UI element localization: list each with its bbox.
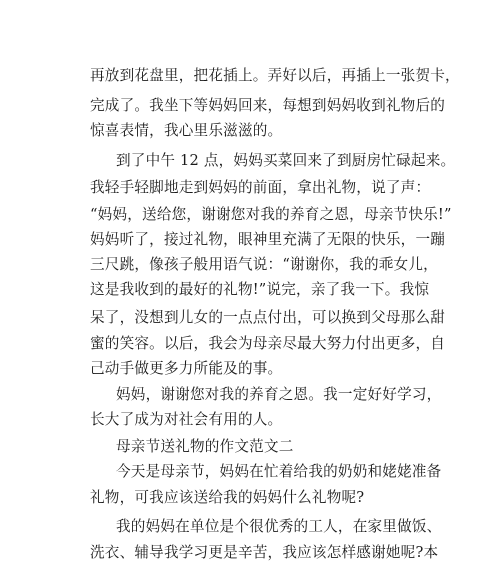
section-heading: 母亲节送礼物的作文范文二	[116, 438, 294, 455]
text-line: 洗衣、辅导我学习更是辛苦，我应该怎样感谢她呢?本	[90, 544, 439, 561]
text-line: “妈妈，送给您，谢谢您对我的养育之恩，母亲节快乐!”	[90, 206, 452, 223]
text-line: 惊喜表情，我心里乐滋滋的。	[90, 122, 283, 139]
text-line: 这是我收到的最好的礼物!”说完，亲了我一下。我惊	[90, 281, 430, 298]
text-line: 妈妈听了，接过礼物，眼神里充满了无限的快乐，一蹦	[90, 231, 446, 248]
text-line: 妈妈，谢谢您对我的养育之恩。我一定好好学习，	[116, 386, 442, 403]
text-line: 礼物，可我应该送给我的妈妈什么礼物呢?	[90, 489, 365, 506]
text-line: 我轻手轻脚地走到妈妈的前面，拿出礼物，说了声：	[90, 179, 431, 196]
text-line: 再放到花盘里，把花插上。弄好以后，再插上一张贺卡，	[90, 67, 460, 84]
text-line: 今天是母亲节，妈妈在忙着给我的奶奶和姥姥准备	[116, 463, 442, 480]
text-line: 到了中午 12 点，妈妈买菜回来了到厨房忙碌起来。	[116, 152, 456, 169]
text-line: 长大了成为对社会有用的人。	[90, 411, 283, 428]
text-line: 呆了，没想到儿女的一点点付出，可以换到父母那么甜	[90, 309, 446, 326]
text-line: 我的妈妈在单位是个很优秀的工人，在家里做饭、	[116, 518, 442, 535]
text-line: 蜜的笑容。以后，我会为母亲尽最大努力付出更多，自	[90, 335, 446, 352]
text-line: 完成了。我坐下等妈妈回来，每想到妈妈收到礼物后的	[90, 97, 446, 114]
text-line: 三尺跳，像孩子般用语气说：“谢谢你，我的乖女儿，	[90, 256, 438, 273]
text-line: 己动手做更多力所能及的事。	[90, 360, 283, 377]
